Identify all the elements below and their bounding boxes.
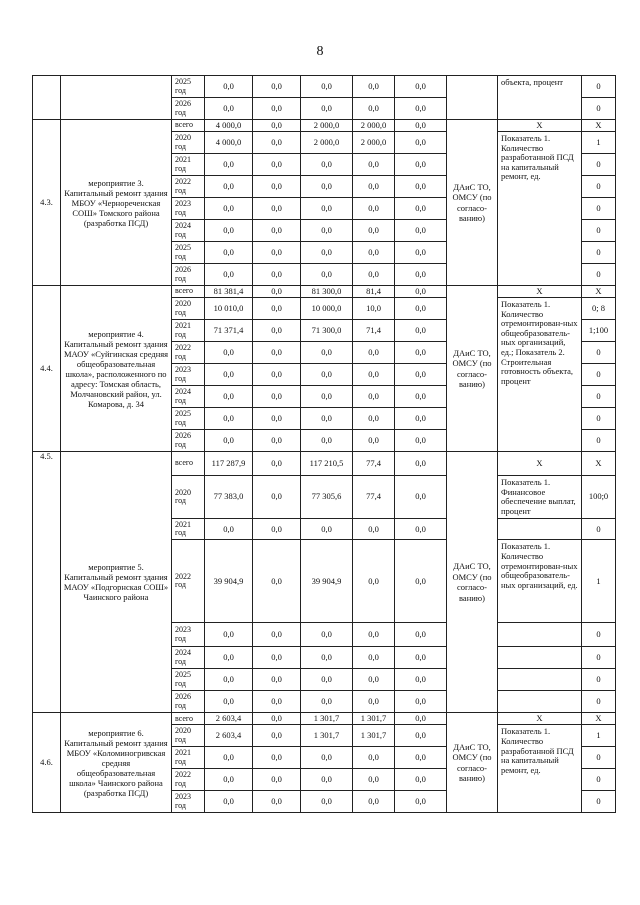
- table-row: [33, 76, 616, 98]
- indicator-value: 1: [582, 540, 616, 623]
- value-cell: 81,4: [353, 286, 395, 298]
- indicator-value: 0; 8: [582, 298, 616, 320]
- value-cell: 0,0: [395, 98, 447, 120]
- year-cell: 2026 год: [172, 430, 205, 452]
- value-cell: 0,0: [205, 430, 253, 452]
- value-cell: 0,0: [395, 220, 447, 242]
- value-cell: 71 371,4: [205, 320, 253, 342]
- value-cell: 0,0: [353, 519, 395, 540]
- value-cell: 2 000,0: [353, 132, 395, 154]
- value-cell: 0,0: [253, 791, 301, 813]
- indicator-cell: Показатель 1. Количество разработанной ПСД на капитальный ремонт, ед.: [498, 725, 582, 813]
- value-cell: 0,0: [253, 342, 301, 364]
- indicator-cell: X: [498, 713, 582, 725]
- indicator-value: 0: [582, 430, 616, 452]
- value-cell: 0,0: [353, 540, 395, 623]
- value-cell: 0,0: [253, 540, 301, 623]
- indicator-value: 0: [582, 519, 616, 540]
- value-cell: 0,0: [253, 76, 301, 98]
- table-row: [33, 713, 616, 725]
- indicator-value: 0: [582, 176, 616, 198]
- budget-table: [32, 75, 616, 813]
- value-cell: 0,0: [301, 176, 353, 198]
- value-cell: 0,0: [353, 430, 395, 452]
- page-number: 8: [316, 44, 324, 59]
- indicator-value: 0: [582, 623, 616, 647]
- indicator-value: 0: [582, 264, 616, 286]
- year-cell: 2023 год: [172, 623, 205, 647]
- value-cell: 0,0: [395, 725, 447, 747]
- value-cell: 0,0: [353, 691, 395, 713]
- value-cell: 0,0: [395, 176, 447, 198]
- executor-cell: [447, 76, 498, 120]
- value-cell: 0,0: [353, 386, 395, 408]
- value-cell: 0,0: [301, 669, 353, 691]
- value-cell: 0,0: [395, 713, 447, 725]
- value-cell: 2 603,4: [205, 713, 253, 725]
- value-cell: 71,4: [353, 320, 395, 342]
- value-cell: 0,0: [395, 386, 447, 408]
- value-cell: 0,0: [353, 408, 395, 430]
- value-cell: 0,0: [253, 242, 301, 264]
- value-cell: 10,0: [353, 298, 395, 320]
- value-cell: 0,0: [395, 286, 447, 298]
- indicator-value: 0: [582, 386, 616, 408]
- indicator-value: X: [582, 713, 616, 725]
- value-cell: 10 010,0: [205, 298, 253, 320]
- measure-name: мероприятие 3. Капитальный ремонт здания МБОУ «Чернореченская СОШ» Томского района (разработка ПСД): [61, 120, 172, 286]
- indicator-cell: Показатель 1. Финансовое обеспечение выплат, процент: [498, 476, 582, 519]
- value-cell: 0,0: [253, 364, 301, 386]
- executor-cell: ДАиС ТО, ОМСУ (по согласо-ванию): [447, 120, 498, 286]
- value-cell: 0,0: [205, 242, 253, 264]
- value-cell: 4 000,0: [205, 120, 253, 132]
- value-cell: 0,0: [253, 519, 301, 540]
- value-cell: 0,0: [301, 791, 353, 813]
- value-cell: 0,0: [205, 669, 253, 691]
- value-cell: 0,0: [395, 408, 447, 430]
- indicator-value: 0: [582, 198, 616, 220]
- table-row: [33, 120, 616, 132]
- value-cell: 0,0: [353, 747, 395, 769]
- value-cell: 0,0: [353, 342, 395, 364]
- value-cell: 0,0: [353, 264, 395, 286]
- value-cell: 0,0: [301, 647, 353, 669]
- value-cell: 0,0: [253, 691, 301, 713]
- value-cell: 0,0: [353, 364, 395, 386]
- value-cell: 0,0: [253, 725, 301, 747]
- value-cell: 0,0: [253, 176, 301, 198]
- indicator-value: 0: [582, 342, 616, 364]
- item-number: 4.6.: [33, 713, 61, 813]
- value-cell: 71 300,0: [301, 320, 353, 342]
- value-cell: 0,0: [205, 342, 253, 364]
- year-cell: всего: [172, 713, 205, 725]
- year-cell: 2021 год: [172, 320, 205, 342]
- value-cell: 0,0: [205, 747, 253, 769]
- year-cell: всего: [172, 286, 205, 298]
- year-cell: 2022 год: [172, 540, 205, 623]
- value-cell: 0,0: [253, 132, 301, 154]
- value-cell: 0,0: [353, 791, 395, 813]
- item-number: 4.4.: [33, 286, 61, 452]
- value-cell: 0,0: [395, 669, 447, 691]
- value-cell: 0,0: [205, 408, 253, 430]
- value-cell: 0,0: [301, 769, 353, 791]
- value-cell: 0,0: [395, 691, 447, 713]
- indicator-value: 0: [582, 647, 616, 669]
- value-cell: 0,0: [253, 320, 301, 342]
- value-cell: 0,0: [353, 154, 395, 176]
- value-cell: 0,0: [395, 132, 447, 154]
- indicator-value: 0: [582, 220, 616, 242]
- value-cell: 0,0: [253, 430, 301, 452]
- value-cell: 0,0: [301, 386, 353, 408]
- year-cell: 2021 год: [172, 747, 205, 769]
- year-cell: 2024 год: [172, 386, 205, 408]
- indicator-cell: [498, 519, 582, 540]
- value-cell: 0,0: [253, 408, 301, 430]
- value-cell: 77,4: [353, 476, 395, 519]
- indicator-value: 0: [582, 154, 616, 176]
- value-cell: 0,0: [395, 242, 447, 264]
- value-cell: 0,0: [301, 519, 353, 540]
- value-cell: 0,0: [253, 647, 301, 669]
- indicator-value: X: [582, 120, 616, 132]
- indicator-value: 0: [582, 98, 616, 120]
- value-cell: 39 904,9: [205, 540, 253, 623]
- value-cell: 0,0: [253, 298, 301, 320]
- value-cell: 0,0: [301, 98, 353, 120]
- indicator-cell: Показатель 1. Количество разработанной ПСД на капитальный ремонт, ед.: [498, 132, 582, 286]
- value-cell: 0,0: [395, 120, 447, 132]
- value-cell: 0,0: [395, 476, 447, 519]
- value-cell: 77 383,0: [205, 476, 253, 519]
- value-cell: 0,0: [301, 76, 353, 98]
- value-cell: 0,0: [395, 452, 447, 476]
- indicator-cell: X: [498, 286, 582, 298]
- value-cell: 0,0: [301, 342, 353, 364]
- value-cell: 0,0: [205, 176, 253, 198]
- value-cell: 0,0: [205, 691, 253, 713]
- value-cell: 0,0: [253, 98, 301, 120]
- year-cell: 2024 год: [172, 647, 205, 669]
- value-cell: 0,0: [301, 364, 353, 386]
- value-cell: 0,0: [353, 769, 395, 791]
- measure-name: мероприятие 5. Капитальный ремонт здания МАОУ «Подгорнская СОШ» Чаинского района: [61, 452, 172, 713]
- value-cell: 0,0: [205, 386, 253, 408]
- indicator-value: 0: [582, 242, 616, 264]
- value-cell: 0,0: [301, 691, 353, 713]
- value-cell: 0,0: [205, 647, 253, 669]
- value-cell: 0,0: [253, 220, 301, 242]
- value-cell: 10 000,0: [301, 298, 353, 320]
- year-cell: 2023 год: [172, 364, 205, 386]
- indicator-cell: объекта, процент: [498, 76, 582, 120]
- value-cell: 117 287,9: [205, 452, 253, 476]
- executor-cell: ДАиС ТО, ОМСУ (по согласо-ванию): [447, 286, 498, 452]
- value-cell: 2 603,4: [205, 725, 253, 747]
- value-cell: 1 301,7: [301, 713, 353, 725]
- value-cell: 4 000,0: [205, 132, 253, 154]
- indicator-cell: [498, 647, 582, 669]
- value-cell: 0,0: [395, 540, 447, 623]
- indicator-cell: Показатель 1. Количество отремонтирован-ных общеобразователь-ных организаций, ед.: [498, 540, 582, 623]
- value-cell: 0,0: [301, 430, 353, 452]
- indicator-cell: Показатель 1. Количество отремонтирован-ных общеобразователь-ных организаций, ед.; Показатель 2. Строительная готовность объекта, процент: [498, 298, 582, 452]
- value-cell: 0,0: [205, 154, 253, 176]
- value-cell: 0,0: [205, 364, 253, 386]
- value-cell: 0,0: [301, 198, 353, 220]
- value-cell: 0,0: [395, 769, 447, 791]
- indicator-cell: [498, 623, 582, 647]
- value-cell: 0,0: [253, 120, 301, 132]
- value-cell: 0,0: [253, 198, 301, 220]
- value-cell: 0,0: [395, 264, 447, 286]
- value-cell: 0,0: [395, 320, 447, 342]
- value-cell: 0,0: [353, 176, 395, 198]
- value-cell: 77,4: [353, 452, 395, 476]
- value-cell: 0,0: [253, 769, 301, 791]
- value-cell: 2 000,0: [353, 120, 395, 132]
- value-cell: 0,0: [395, 430, 447, 452]
- value-cell: 0,0: [205, 76, 253, 98]
- year-cell: 2021 год: [172, 154, 205, 176]
- year-cell: 2026 год: [172, 98, 205, 120]
- year-cell: 2026 год: [172, 264, 205, 286]
- table-row: [33, 286, 616, 298]
- year-cell: 2025 год: [172, 669, 205, 691]
- value-cell: 0,0: [205, 264, 253, 286]
- measure-name: мероприятие 6. Капитальный ремонт здания МБОУ «Коломиногривская средняя общеобразовательная школа» Чаинского района (разработка ПСД): [61, 713, 172, 813]
- value-cell: 0,0: [205, 198, 253, 220]
- indicator-value: 0: [582, 769, 616, 791]
- value-cell: 0,0: [205, 98, 253, 120]
- value-cell: 0,0: [395, 342, 447, 364]
- value-cell: 0,0: [395, 647, 447, 669]
- year-cell: 2022 год: [172, 769, 205, 791]
- item-number: 4.5.: [33, 452, 61, 713]
- indicator-value: 0: [582, 408, 616, 430]
- year-cell: 2024 год: [172, 220, 205, 242]
- year-cell: 2025 год: [172, 76, 205, 98]
- indicator-value: 0: [582, 76, 616, 98]
- year-cell: 2022 год: [172, 342, 205, 364]
- value-cell: 0,0: [253, 669, 301, 691]
- indicator-cell: [498, 691, 582, 713]
- year-cell: 2022 год: [172, 176, 205, 198]
- value-cell: 0,0: [253, 452, 301, 476]
- value-cell: 0,0: [253, 476, 301, 519]
- value-cell: 0,0: [353, 76, 395, 98]
- value-cell: 0,0: [301, 154, 353, 176]
- value-cell: 0,0: [253, 386, 301, 408]
- indicator-value: X: [582, 286, 616, 298]
- value-cell: 1 301,7: [353, 725, 395, 747]
- table-row: [33, 452, 616, 476]
- indicator-value: 0: [582, 364, 616, 386]
- value-cell: 81 381,4: [205, 286, 253, 298]
- indicator-value: X: [582, 452, 616, 476]
- item-number: [33, 76, 61, 120]
- value-cell: 0,0: [301, 623, 353, 647]
- year-cell: 2020 год: [172, 476, 205, 519]
- value-cell: 0,0: [353, 647, 395, 669]
- value-cell: 0,0: [253, 747, 301, 769]
- value-cell: 0,0: [205, 769, 253, 791]
- year-cell: 2023 год: [172, 791, 205, 813]
- year-cell: 2020 год: [172, 132, 205, 154]
- value-cell: 0,0: [395, 623, 447, 647]
- value-cell: 0,0: [205, 623, 253, 647]
- value-cell: 0,0: [353, 198, 395, 220]
- executor-cell: ДАиС ТО, ОМСУ (по согласо-ванию): [447, 452, 498, 713]
- value-cell: 39 904,9: [301, 540, 353, 623]
- item-number: 4.3.: [33, 120, 61, 286]
- indicator-value: 0: [582, 691, 616, 713]
- indicator-cell: X: [498, 120, 582, 132]
- value-cell: 0,0: [301, 747, 353, 769]
- value-cell: 81 300,0: [301, 286, 353, 298]
- value-cell: 0,0: [301, 264, 353, 286]
- year-cell: 2020 год: [172, 298, 205, 320]
- year-cell: 2023 год: [172, 198, 205, 220]
- year-cell: 2021 год: [172, 519, 205, 540]
- indicator-value: 1;100: [582, 320, 616, 342]
- value-cell: 0,0: [395, 298, 447, 320]
- value-cell: 0,0: [395, 364, 447, 386]
- value-cell: 1 301,7: [301, 725, 353, 747]
- executor-cell: ДАиС ТО, ОМСУ (по согласо-ванию): [447, 713, 498, 813]
- value-cell: 1 301,7: [353, 713, 395, 725]
- measure-name: мероприятие 4. Капитальный ремонт здания МАОУ «Суйгинская средняя общеобразовательная школа», расположенного по адресу: Томская область, Молчановский район, ул. Комарова, д. 34: [61, 286, 172, 452]
- value-cell: 0,0: [395, 519, 447, 540]
- year-cell: 2020 год: [172, 725, 205, 747]
- value-cell: 0,0: [253, 623, 301, 647]
- value-cell: 0,0: [205, 519, 253, 540]
- value-cell: 77 305,6: [301, 476, 353, 519]
- value-cell: 0,0: [395, 791, 447, 813]
- value-cell: 0,0: [353, 220, 395, 242]
- year-cell: 2025 год: [172, 242, 205, 264]
- value-cell: 0,0: [353, 98, 395, 120]
- indicator-value: 1: [582, 725, 616, 747]
- value-cell: 0,0: [205, 220, 253, 242]
- value-cell: 0,0: [253, 286, 301, 298]
- value-cell: 0,0: [395, 76, 447, 98]
- year-cell: всего: [172, 452, 205, 476]
- value-cell: 0,0: [353, 242, 395, 264]
- value-cell: 0,0: [301, 242, 353, 264]
- indicator-value: 0: [582, 747, 616, 769]
- value-cell: 0,0: [205, 791, 253, 813]
- value-cell: 0,0: [253, 713, 301, 725]
- year-cell: всего: [172, 120, 205, 132]
- value-cell: 0,0: [395, 154, 447, 176]
- value-cell: 117 210,5: [301, 452, 353, 476]
- value-cell: 0,0: [301, 220, 353, 242]
- indicator-value: 0: [582, 791, 616, 813]
- year-cell: 2026 год: [172, 691, 205, 713]
- indicator-value: 0: [582, 669, 616, 691]
- value-cell: 2 000,0: [301, 120, 353, 132]
- indicator-cell: [498, 669, 582, 691]
- value-cell: 0,0: [395, 198, 447, 220]
- value-cell: 0,0: [353, 623, 395, 647]
- year-cell: 2025 год: [172, 408, 205, 430]
- value-cell: 2 000,0: [301, 132, 353, 154]
- value-cell: 0,0: [253, 264, 301, 286]
- measure-name: [61, 76, 172, 120]
- value-cell: 0,0: [253, 154, 301, 176]
- indicator-cell: X: [498, 452, 582, 476]
- indicator-value: 100;0: [582, 476, 616, 519]
- value-cell: 0,0: [353, 669, 395, 691]
- value-cell: 0,0: [301, 408, 353, 430]
- indicator-value: 1: [582, 132, 616, 154]
- value-cell: 0,0: [395, 747, 447, 769]
